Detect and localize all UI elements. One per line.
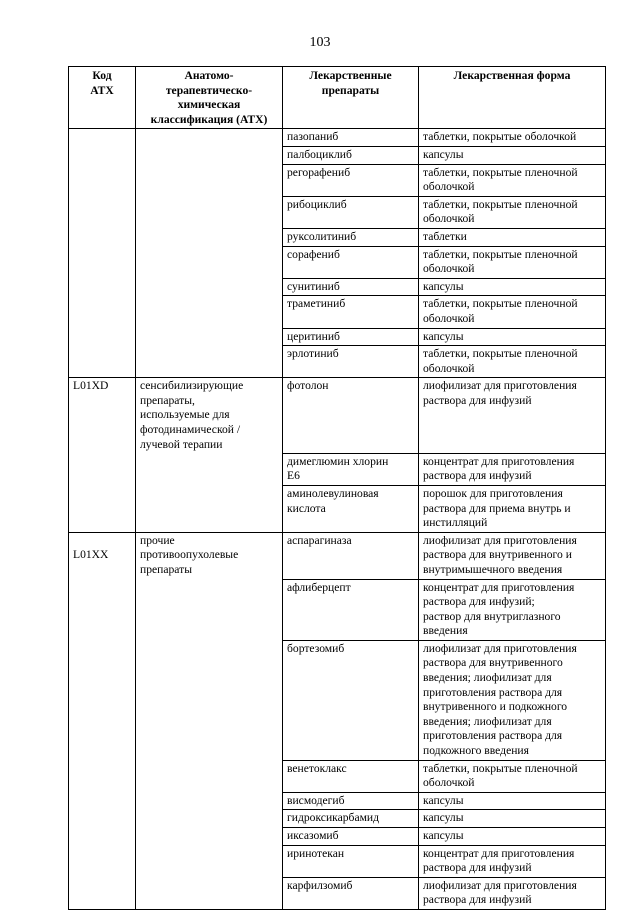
atx-code-continued (69, 246, 136, 278)
dosage-form (419, 146, 606, 164)
dosage-form (419, 129, 606, 147)
atx-classification-continued (136, 164, 283, 196)
dosage-form (419, 579, 606, 640)
header-classification (136, 67, 283, 129)
atx-classification-continued (136, 453, 283, 485)
cell-line: таблетки, покрытые пленочной (423, 297, 578, 311)
atx-code-continued (69, 346, 136, 378)
cell-line: инстилляций (423, 516, 488, 530)
atx-code-continued (69, 810, 136, 828)
atx-code-continued (69, 228, 136, 246)
drug-name (283, 845, 419, 877)
table-row (69, 164, 606, 196)
atx-code-continued (69, 828, 136, 846)
atx-code-continued (69, 196, 136, 228)
cell-line: раствора для инфузий (423, 469, 532, 483)
atx-code-continued (69, 164, 136, 196)
table-row (69, 278, 606, 296)
cell-line: введения; лиофилизат для (423, 671, 552, 685)
cell-line: препараты (140, 562, 192, 576)
atx-code-continued (69, 760, 136, 792)
cell-line: введения; лиофилизат для (423, 714, 552, 728)
cell-line: таблетки, покрытые пленочной (423, 165, 578, 179)
table-row (69, 453, 606, 485)
dosage-form (419, 296, 606, 328)
cell-line: пазопаниб (287, 130, 339, 144)
cell-line: траметиниб (287, 297, 346, 311)
table-row (69, 828, 606, 846)
drug-name (283, 346, 419, 378)
cell-line: внутримышечного введения (423, 562, 563, 576)
cell-line: препараты (321, 83, 380, 97)
cell-line: палбоциклиб (287, 147, 352, 161)
cell-line: концентрат для приготовления (423, 454, 575, 468)
dosage-form (419, 228, 606, 246)
drug-name (283, 164, 419, 196)
dosage-form (419, 346, 606, 378)
cell-line: лиофилизат для приготовления (423, 878, 577, 892)
drug-name (283, 532, 419, 579)
atx-code-continued (69, 146, 136, 164)
table-row (69, 810, 606, 828)
cell-line: используемые для (140, 408, 230, 422)
dosage-form (419, 378, 606, 453)
cell-line: раствора для инфузий (423, 861, 532, 875)
cell-line: капсулы (423, 329, 464, 343)
drug-name (283, 296, 419, 328)
dosage-form (419, 328, 606, 346)
drug-name (283, 792, 419, 810)
cell-line: фотолон (287, 379, 329, 393)
table-row (69, 129, 606, 147)
cell-line: венетоклакс (287, 761, 347, 775)
table-row (69, 532, 606, 579)
cell-line: подкожного введения (423, 744, 529, 758)
cell-line: лиофилизат для приготовления (423, 379, 577, 393)
cell-line: иринотекан (287, 846, 345, 860)
cell-line: таблетки, покрытые пленочной (423, 761, 578, 775)
atx-code-continued (69, 328, 136, 346)
atx-code-continued (69, 453, 136, 485)
cell-line: аспарагиназа (287, 533, 352, 547)
cell-line: сенсибилизирующие (140, 379, 244, 393)
cell-line: таблетки, покрытые пленочной (423, 347, 578, 361)
cell-line: раствор для внутриглазного (423, 609, 561, 623)
drug-name (283, 196, 419, 228)
dosage-form (419, 485, 606, 532)
cell-line: раствора для приема внутрь и (423, 501, 571, 515)
cell-line: приготовления раствора для (423, 685, 563, 699)
atx-classification-continued (136, 228, 283, 246)
table-row (69, 328, 606, 346)
atx-classification-continued (136, 845, 283, 877)
atx-classification-continued (136, 828, 283, 846)
cell-line: лучевой терапии (140, 437, 223, 451)
cell-line: раствора для инфузий (423, 893, 532, 907)
cell-line: прочие (140, 533, 175, 547)
atx-classification-continued (136, 328, 283, 346)
cell-line: эрлотиниб (287, 347, 339, 361)
drug-name (283, 129, 419, 147)
cell-line: химическая (177, 98, 241, 112)
cell-line: регорафениб (287, 165, 351, 179)
header-drugs (283, 67, 419, 129)
atx-code-text: L01XD (73, 379, 109, 393)
atx-classification-continued (136, 296, 283, 328)
atx-classification-continued (136, 278, 283, 296)
dosage-form (419, 828, 606, 846)
drug-name (283, 640, 419, 760)
cell-line: капсулы (423, 811, 464, 825)
cell-line: оболочкой (423, 776, 475, 790)
cell-line: порошок для приготовления (423, 486, 563, 500)
cell-line: афлиберцепт (287, 580, 351, 594)
atx-classification (136, 129, 283, 147)
cell-line: концентрат для приготовления (423, 846, 575, 860)
cell-line: таблетки (423, 229, 467, 243)
cell-line: лиофилизат для приготовления (423, 641, 577, 655)
table-row (69, 845, 606, 877)
cell-line: церитиниб (287, 329, 340, 343)
drug-name (283, 828, 419, 846)
atx-classification (136, 378, 283, 453)
cell-line: сунитиниб (287, 279, 340, 293)
atx-code-continued (69, 792, 136, 810)
header-form (419, 67, 606, 129)
drug-name (283, 579, 419, 640)
atx-code-text: L01XX (73, 547, 109, 561)
cell-line: оболочкой (423, 180, 475, 194)
table-row (69, 246, 606, 278)
cell-line: противоопухолевые (140, 548, 239, 562)
cell-line: карфилзомиб (287, 878, 353, 892)
table-body (69, 129, 606, 910)
cell-line: капсулы (423, 829, 464, 842)
page-number: 103 (309, 35, 331, 50)
atx-classification-continued (136, 810, 283, 828)
drug-name (283, 810, 419, 828)
cell-line: димеглюмин хлорин (287, 454, 389, 468)
cell-line: кислота (287, 501, 326, 515)
table-row (69, 485, 606, 532)
cell-line: раствора для внутривенного и (423, 548, 572, 562)
cell-line: руксолитиниб (287, 229, 357, 243)
cell-line: раствора для инфузий (423, 393, 532, 407)
atx-code-continued (69, 640, 136, 760)
cell-line: раствора для внутривенного (423, 656, 563, 670)
cell-line: аминолевулиновая (287, 486, 379, 500)
dosage-form (419, 196, 606, 228)
cell-line: капсулы (423, 793, 464, 807)
dosage-form (419, 164, 606, 196)
cell-line: таблетки, покрытые оболочкой (423, 130, 577, 144)
cell-line: иксазомиб (287, 829, 339, 842)
atx-code-continued (69, 278, 136, 296)
table-row (69, 196, 606, 228)
atx-classification (136, 532, 283, 579)
cell-line: оболочкой (423, 212, 475, 226)
cell-line: Код (92, 69, 112, 82)
dosage-form (419, 845, 606, 877)
cell-line: Лекарственные (309, 69, 392, 82)
atx-classification-continued (136, 146, 283, 164)
dosage-form (419, 810, 606, 828)
atx-classification-continued (136, 196, 283, 228)
cell-line: раствора для инфузий; (423, 595, 535, 609)
cell-line: концентрат для приготовления (423, 580, 575, 594)
atx-code (69, 129, 136, 147)
drug-name (283, 328, 419, 346)
dosage-form (419, 640, 606, 760)
cell-line: АТХ (90, 83, 114, 97)
cell-line: Е6 (287, 469, 300, 483)
table-row (69, 378, 606, 453)
cell-line: Анатомо- (184, 69, 234, 82)
dosage-form (419, 760, 606, 792)
cell-line: фотодинамической / (140, 423, 241, 437)
atx-classification-continued (136, 760, 283, 792)
cell-line: таблетки, покрытые пленочной (423, 247, 578, 261)
cell-line: оболочкой (423, 311, 475, 325)
cell-line: препараты, (140, 393, 195, 407)
atx-code (69, 532, 136, 579)
cell-line: Лекарственная форма (453, 69, 571, 82)
cell-line: введения (423, 624, 468, 638)
header-code (69, 67, 136, 129)
cell-line: оболочкой (423, 262, 475, 276)
table-row (69, 760, 606, 792)
table-row (69, 296, 606, 328)
drug-name (283, 760, 419, 792)
table-row (69, 146, 606, 164)
atx-code-continued (69, 845, 136, 877)
drug-name (283, 246, 419, 278)
atx-classification-continued (136, 640, 283, 760)
table-header (69, 67, 606, 129)
table-row (69, 579, 606, 640)
atx-table (68, 66, 606, 910)
cell-line: классификация (АТХ) (150, 112, 268, 126)
dosage-form (419, 453, 606, 485)
atx-classification-continued (136, 346, 283, 378)
cell-line: лиофилизат для приготовления (423, 533, 577, 547)
atx-classification-continued (136, 246, 283, 278)
cell-line: терапевтическо- (165, 83, 253, 97)
cell-line: сорафениб (287, 247, 340, 261)
cell-line: приготовления раствора для (423, 729, 563, 743)
table-row (69, 640, 606, 760)
atx-classification-continued (136, 792, 283, 810)
cell-line: таблетки, покрытые пленочной (423, 197, 578, 211)
atx-classification-continued (136, 485, 283, 532)
cell-line: висмодегиб (287, 793, 345, 807)
drug-name (283, 228, 419, 246)
atx-code-continued (69, 485, 136, 532)
table-row (69, 792, 606, 810)
cell-line: капсулы (423, 147, 464, 161)
cell-line: рибоциклиб (287, 197, 347, 211)
table-row (69, 346, 606, 378)
atx-code-continued (69, 579, 136, 640)
atx-code (69, 378, 136, 453)
drug-name (283, 453, 419, 485)
dosage-form (419, 792, 606, 810)
drug-name (283, 146, 419, 164)
cell-line: гидроксикарбамид (287, 811, 380, 825)
cell-line: внутривенного и подкожного (423, 700, 568, 714)
cell-line: оболочкой (423, 361, 475, 375)
atx-classification-continued (136, 579, 283, 640)
dosage-form (419, 278, 606, 296)
drug-name (283, 485, 419, 532)
table-row (69, 228, 606, 246)
dosage-form (419, 246, 606, 278)
atx-code-continued (69, 296, 136, 328)
cell-line: бортезомиб (287, 641, 345, 655)
header-row (69, 67, 606, 129)
drug-name (283, 278, 419, 296)
dosage-form (419, 532, 606, 579)
drug-name (283, 378, 419, 453)
cell-line: капсулы (423, 279, 464, 293)
